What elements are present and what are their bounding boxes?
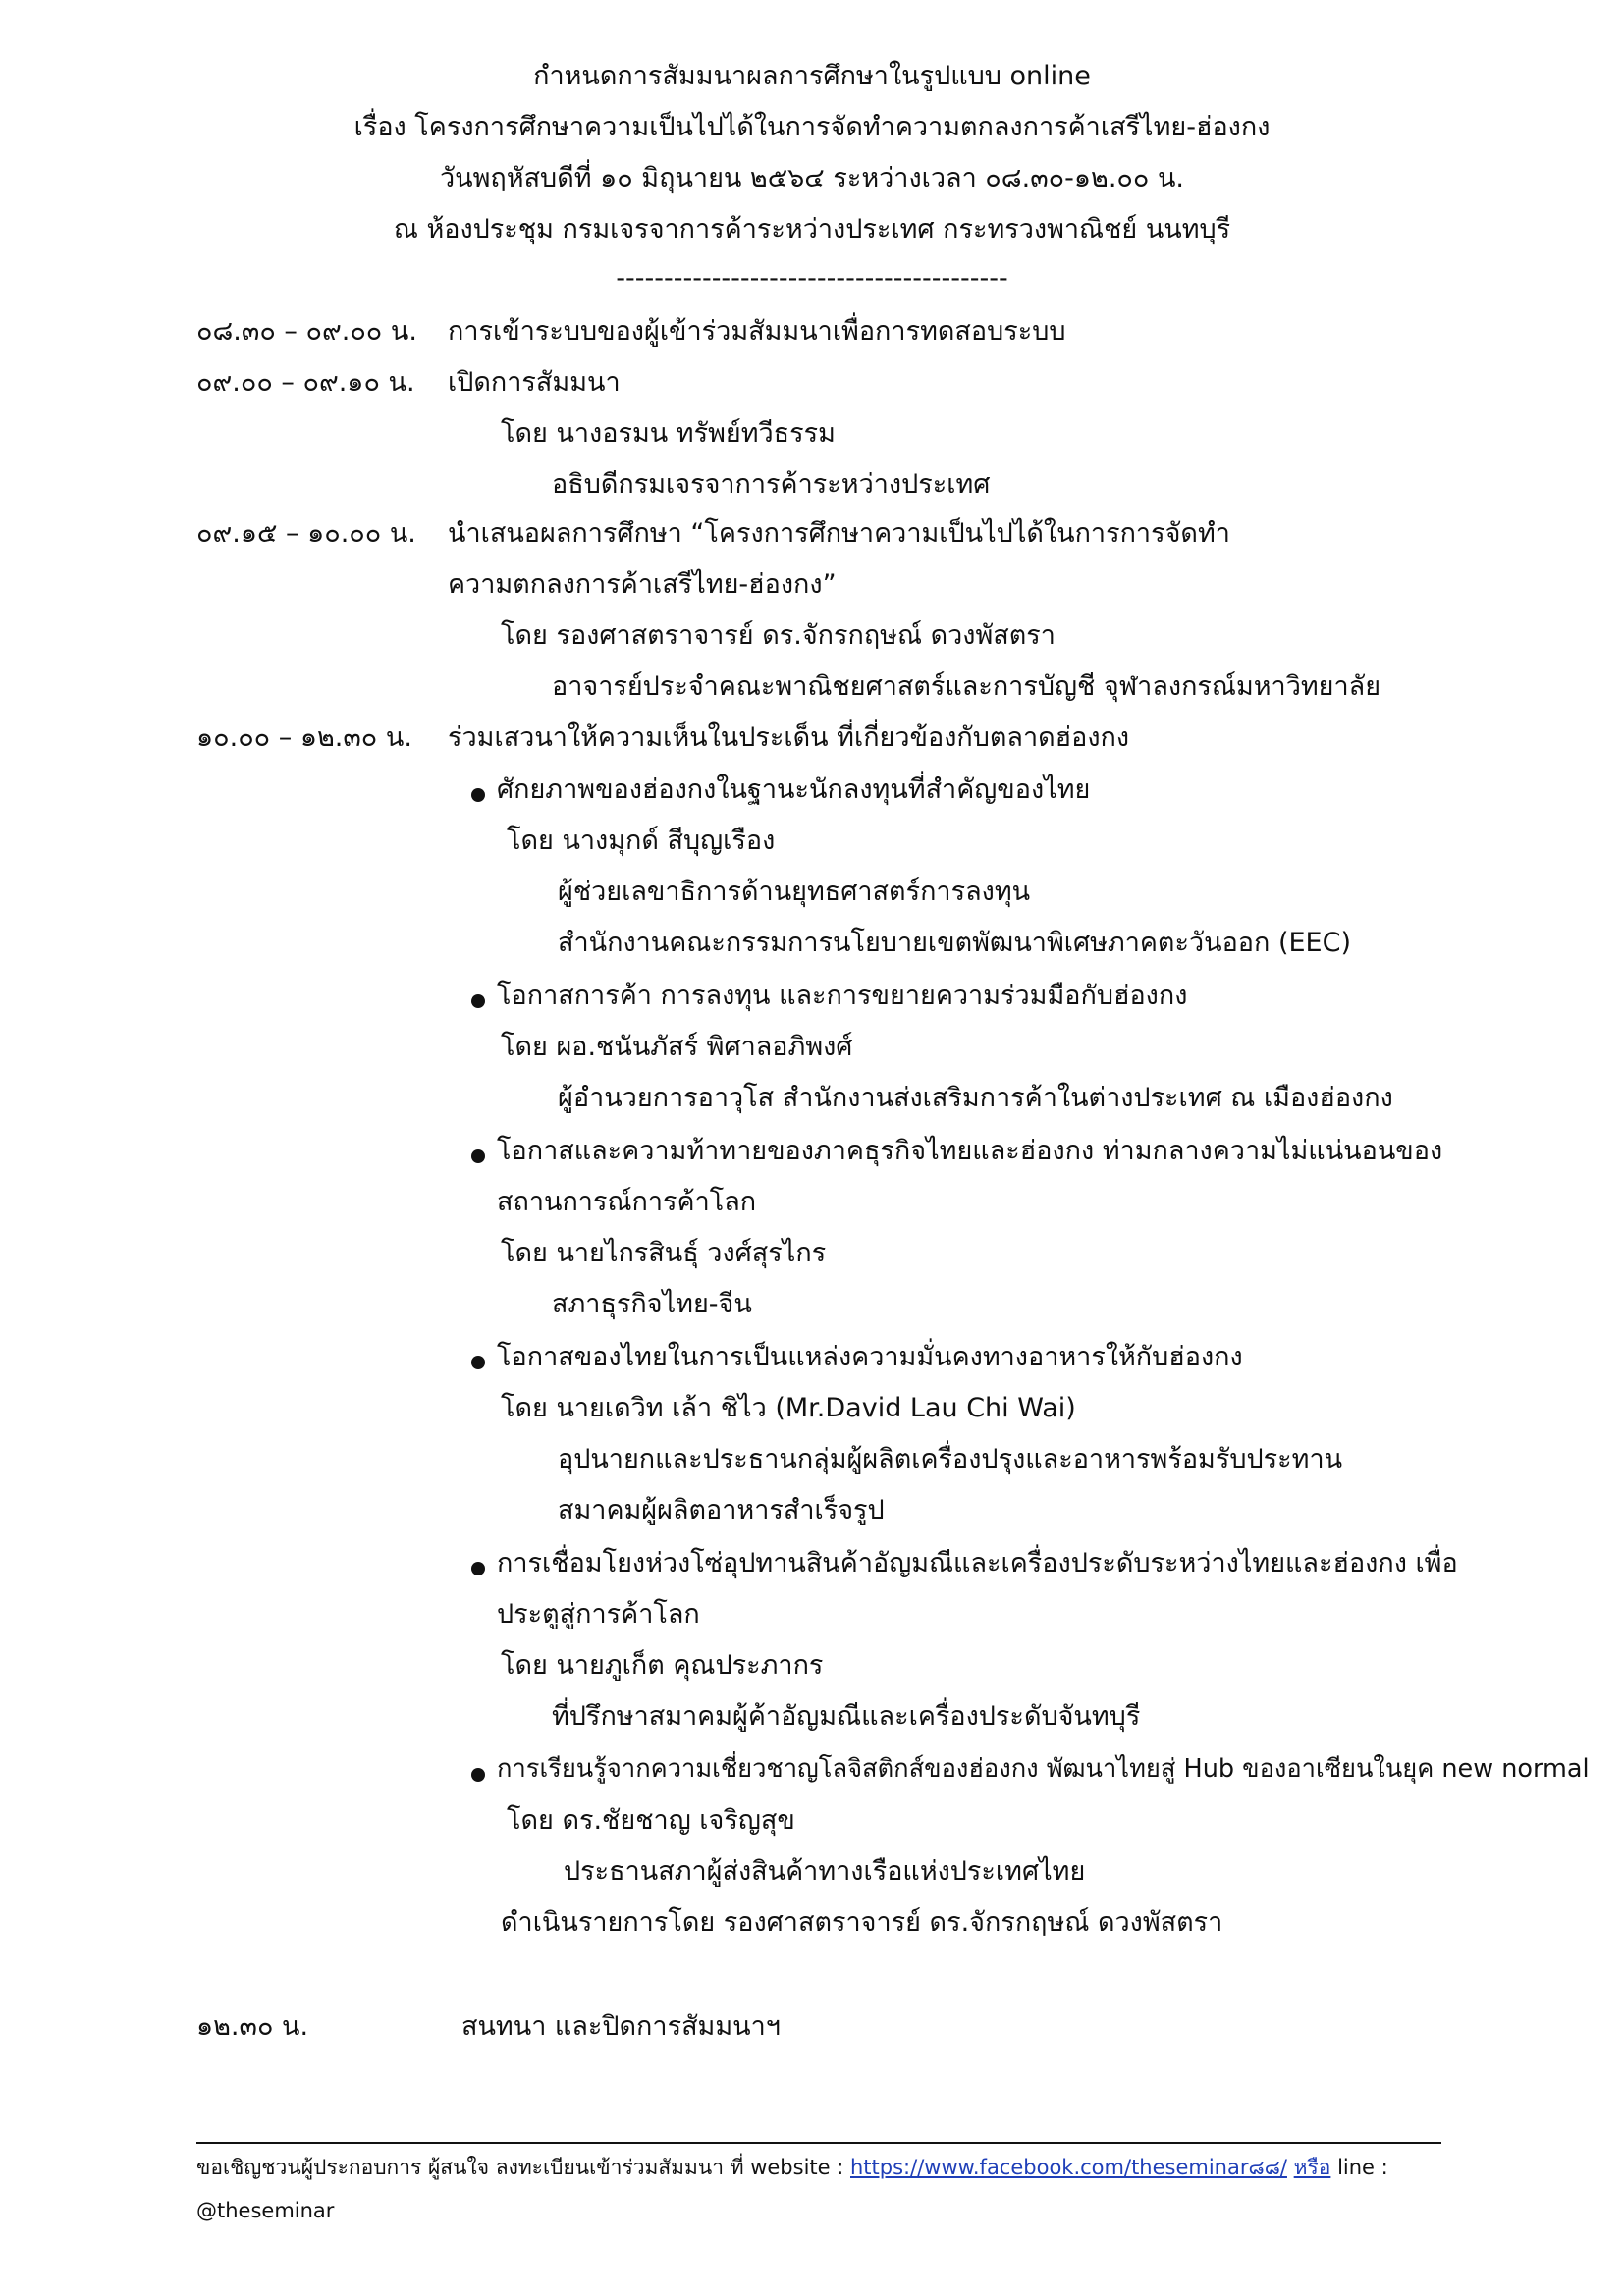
footer-invitation [196,2156,1388,2180]
document-subject: เรื่อง โครงการศึกษาความเป็นไปได้ในการจัดทำความตกลงการค้าเสรีไทย-ฮ่องกง [353,112,1271,142]
agenda-title: นำเสนอผลการศึกษา “โครงการศึกษาความเป็นไปได้ในการการจัดทำ [448,518,1230,549]
topic-title: โอกาสและความท้าทายของภาคธุรกิจไทยและฮ่องกง ท่ามกลางความไม่แน่นอนของ [497,1136,1443,1166]
speaker-role: ผู้ช่วยเลขาธิการด้านยุทธศาสตร์การลงทุน [558,877,1031,907]
bullet-icon [471,1562,485,1575]
bullet-icon [471,994,485,1008]
agenda-title: ร่วมเสวนาให้ความเห็นในประเด็น ที่เกี่ยวข้องกับตลาดฮ่องกง [448,722,1130,753]
topic-title: โอกาสของไทยในการเป็นแหล่งความมั่นคงทางอาหารให้กับฮ่องกง [497,1342,1243,1372]
footer-line-label: line : [1330,2156,1388,2179]
speaker-name: โดย นางมุกด์ สีบุญเรือง [507,826,776,856]
speaker-organization: สำนักงานคณะกรรมการนโยบายเขตพัฒนาพิเศษภาคตะวันออก (EEC) [558,928,1351,958]
footer-text: ขอเชิญชวนผู้ประกอบการ ผู้สนใจ ลงทะเบียนเข้าร่วมสัมมนา ที่ website : [196,2156,850,2179]
topic-title-continued: สถานการณ์การค้าโลก [497,1187,757,1217]
agenda-time: ๐๙.๑๕ – ๑๐.๐๐ น. [196,518,416,549]
line-id: @theseminar [196,2199,335,2222]
speaker-role: สภาธุรกิจไทย-จีน [552,1289,752,1319]
speaker-name: โดย รองศาสตราจารย์ ดร.จักรกฤษณ์ ดวงพัสตรา [501,620,1056,651]
bullet-icon [471,788,485,802]
bullet-icon [471,1149,485,1163]
speaker-role: อุปนายกและประธานกลุ่มผู้ผลิตเครื่องปรุงและอาหารพร้อมรับประทาน [558,1444,1343,1474]
topic-title-continued: ประตูสู่การค้าโลก [497,1599,700,1629]
or-link[interactable]: หรือ [1293,2156,1331,2179]
agenda-time: ๐๘.๓๐ – ๐๙.๐๐ น. [196,316,417,347]
agenda-title-continued: ความตกลงการค้าเสรีไทย-ฮ่องกง” [448,569,837,600]
agenda-title: เปิดการสัมมนา [448,367,621,398]
agenda-time: ๐๙.๐๐ – ๐๙.๑๐ น. [196,367,415,398]
speaker-name: โดย นางอรมน ทรัพย์ทวีธรรม [501,418,836,449]
bullet-icon [471,1356,485,1369]
document-venue: ณ ห้องประชุม กรมเจรจาการค้าระหว่างประเทศ กระทรวงพาณิชย์ นนทบุรี [393,214,1231,244]
facebook-link[interactable]: https://www.facebook.com/theseminar๘๘/ [850,2156,1287,2179]
footer-rule [196,2142,1441,2144]
moderator: ดำเนินรายการโดย รองศาสตราจารย์ ดร.จักรกฤษณ์ ดวงพัสตรา [501,1907,1223,1938]
header-divider: ----------------------------------------- [616,263,1008,294]
topic-title: โอกาสการค้า การลงทุน และการขยายความร่วมมือกับฮ่องกง [497,981,1188,1011]
speaker-role: อาจารย์ประจำคณะพาณิชยศาสตร์และการบัญชี จุฬาลงกรณ์มหาวิทยาลัย [552,671,1381,702]
agenda-time: ๑๐.๐๐ – ๑๒.๓๐ น. [196,722,412,753]
agenda-title: การเข้าระบบของผู้เข้าร่วมสัมมนาเพื่อการทดสอบระบบ [448,316,1066,347]
speaker-name: โดย นายภูเก็ต คุณประภากร [501,1650,824,1681]
topic-title: การเชื่อมโยงห่วงโซ่อุปทานสินค้าอัญมณีและเครื่องประดับระหว่างไทยและฮ่องกง เพื่อ [497,1548,1458,1578]
document-title: กำหนดการสัมมนาผลการศึกษาในรูปแบบ online [533,61,1091,91]
topic-title: การเรียนรู้จากความเชี่ยวชาญโลจิสติกส์ของฮ่องกง พัฒนาไทยสู่ Hub ของอาเซียนในยุค new normal [497,1754,1590,1784]
speaker-name: โดย ดร.ชัยชาญ เจริญสุข [507,1805,795,1836]
speaker-name: โดย ผอ.ชนันภัสร์ พิศาลอภิพงศ์ [501,1032,853,1062]
speaker-role: อธิบดีกรมเจรจาการค้าระหว่างประเทศ [552,469,991,500]
speaker-role: ที่ปรึกษาสมาคมผู้ค้าอัญมณีและเครื่องประดับจันทบุรี [552,1701,1141,1732]
bullet-icon [471,1768,485,1782]
agenda-time: ๑๒.๓๐ น. [196,2011,309,2042]
speaker-role: ประธานสภาผู้ส่งสินค้าทางเรือแห่งประเทศไทย [564,1856,1086,1887]
speaker-name: โดย นายไกรสินธุ์ วงศ์สุรไกร [501,1238,827,1268]
speaker-organization: สมาคมผู้ผลิตอาหารสำเร็จรูป [558,1495,885,1525]
document-date: วันพฤหัสบดีที่ ๑๐ มิถุนายน ๒๕๖๔ ระหว่างเวลา ๐๘.๓๐-๑๒.๐๐ น. [440,163,1184,193]
speaker-name: โดย นายเดวิท เล้า ชิไว (Mr.David Lau Chi Wai) [501,1393,1076,1423]
topic-title: ศักยภาพของฮ่องกงในฐานะนักลงทุนที่สำคัญของไทย [497,774,1091,805]
agenda-title: สนทนา และปิดการสัมมนาฯ [461,2011,781,2042]
speaker-role: ผู้อำนวยการอาวุโส สำนักงานส่งเสริมการค้าในต่างประเทศ ณ เมืองฮ่องกง [558,1083,1393,1113]
